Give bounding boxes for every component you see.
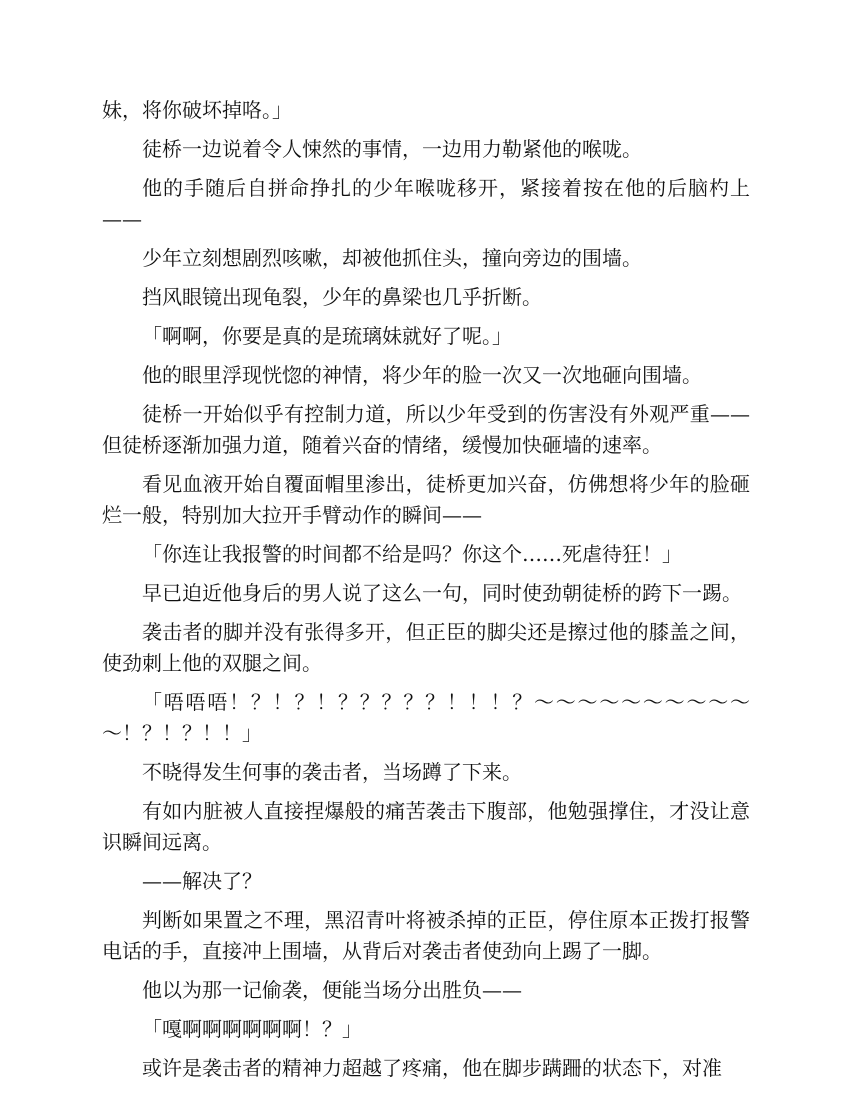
paragraph: 判断如果置之不理，黑沼青叶将被杀掉的正臣，停住原本正拨打报警电话的手，直接冲上围墙，从背后对袭击者使劲向上踢了一脚。: [102, 908, 750, 963]
paragraph: 「嘎啊啊啊啊啊啊！？」: [142, 1017, 362, 1041]
paragraph: 看见血液开始自覆面帽里渗出，徒桥更加兴奋，仿佛想将少年的脸砸烂一般，特别加大拉开手臂动作的瞬间——: [102, 472, 750, 527]
paragraph: 妹，将你破坏掉咯。」: [102, 98, 292, 122]
paragraph: 少年立刻想剧烈咳嗽，却被他抓住头，撞向旁边的围墙。: [142, 246, 642, 270]
paragraph: 或许是袭击者的精神力超越了疼痛，他在脚步蹒跚的状态下，对准: [142, 1056, 722, 1080]
paragraph: 他以为那一记偷袭，便能当场分出胜负——: [142, 978, 522, 1002]
paragraph: ——解决了？: [142, 869, 262, 893]
paragraph: 挡风眼镜出现龟裂，少年的鼻梁也几乎折断。: [142, 285, 542, 309]
paragraph: 早已迫近他身后的男人说了这么一句，同时使劲朝徒桥的跨下一踢。: [142, 581, 742, 605]
paragraph: 不晓得发生何事的袭击者，当场蹲了下来。: [142, 760, 522, 784]
paragraph: 「你连让我报警的时间都不给是吗？你这个……死虐待狂！」: [142, 542, 682, 566]
paragraph: 他的手随后自拼命挣扎的少年喉咙移开，紧接着按在他的后脑杓上——: [102, 176, 750, 231]
paragraph: 有如内脏被人直接捏爆般的痛苦袭击下腹部，他勉强撑住，才没让意识瞬间远离。: [102, 799, 750, 854]
paragraph: 他的眼里浮现恍惚的神情，将少年的脸一次又一次地砸向围墙。: [142, 363, 702, 387]
paragraph: 徒桥一开始似乎有控制力道，所以少年受到的伤害没有外观严重——但徒桥逐渐加强力道，随着兴奋的情绪，缓慢加快砸墙的速率。: [102, 402, 750, 457]
paragraph: 「啊啊，你要是真的是琉璃妹就好了呢。」: [142, 324, 512, 348]
paragraph: 徒桥一边说着令人悚然的事情，一边用力勒紧他的喉咙。: [142, 137, 642, 161]
body-text: [102, 95, 750, 1092]
paragraph: 「唔唔唔！？！？！？？？？？！！！？～～～～～～～～～～～！？！？！！」: [102, 690, 750, 745]
paragraph: 袭击者的脚并没有张得多开，但正臣的脚尖还是擦过他的膝盖之间，使劲刺上他的双腿之间。: [102, 620, 750, 675]
